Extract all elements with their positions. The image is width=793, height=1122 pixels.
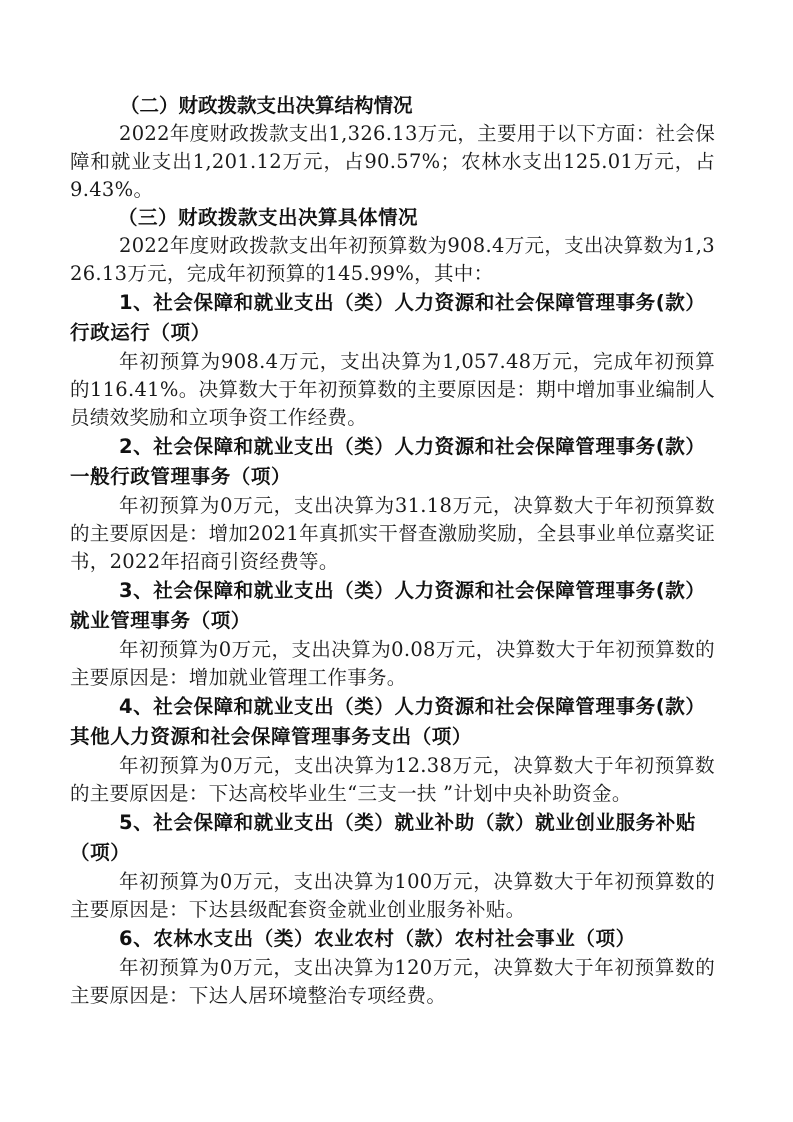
document-body: [70, 92, 715, 1010]
section-heading-structure: （二）财政拨款支出决算结构情况: [120, 94, 413, 117]
item-text-2: 年初预算为0万元，支出决算为31.18万元，决算数大于年初预算数的主要原因是：增加2021年真抓实干督查激励奖励，全县事业单位嘉奖证书，2022年招商引资经费等。: [70, 494, 715, 573]
item-title-6: 6、农林水支出（类）农业农村（款）农村社会事业（项）: [119, 927, 636, 950]
item-title-4: 4、社会保障和就业支出（类）人力资源和社会保障管理事务(款）其他人力资源和社会保障管理事务支出（项）: [70, 695, 706, 748]
item-title-1: 1、社会保障和就业支出（类）人力资源和社会保障管理事务(款）行政运行（项）: [70, 291, 706, 344]
item-text-4: 年初预算为0万元，支出决算为12.38万元，决算数大于年初预算数的主要原因是：下达高校毕业生“三支一扶 ”计划中央补助资金。: [70, 754, 715, 805]
item-title-3: 3、社会保障和就业支出（类）人力资源和社会保障管理事务(款）就业管理事务（项）: [70, 579, 706, 632]
item-text-3: 年初预算为0万元，支出决算为0.08万元，决算数大于年初预算数的主要原因是：增加就业管理工作事务。: [70, 638, 715, 689]
item-text-5: 年初预算为0万元，支出决算为100万元，决算数大于年初预算数的主要原因是：下达县级配套资金就业创业服务补贴。: [70, 870, 715, 921]
item-title-5: 5、社会保障和就业支出（类）就业补助（款）就业创业服务补贴（项）: [70, 811, 696, 864]
item-text-6: 年初预算为0万元，支出决算为120万元，决算数大于年初预算数的主要原因是：下达人居环境整治专项经费。: [70, 956, 715, 1007]
section-paragraph-structure: 2022年度财政拨款支出1,326.13万元，主要用于以下方面：社会保障和就业支出1,201.12万元，占90.57%；农林水支出125.01万元，占9.43%。: [70, 122, 715, 201]
section-heading-details: （三）财政拨款支出决算具体情况: [118, 206, 419, 229]
item-title-2: 2、社会保障和就业支出（类）人力资源和社会保障管理事务(款） 一般行政管理事务（项）: [70, 435, 706, 488]
item-text-1: 年初预算为908.4万元，支出决算为1,057.48万元，完成年初预算的116.41%。决算数大于年初预算数的主要原因是：期中增加事业编制人员绩效奖励和立项争资工作经费。: [70, 350, 715, 429]
section-paragraph-details: 2022年度财政拨款支出年初预算数为908.4万元，支出决算数为1,326.13万元，完成年初预算的145.99%，其中：: [70, 234, 715, 285]
